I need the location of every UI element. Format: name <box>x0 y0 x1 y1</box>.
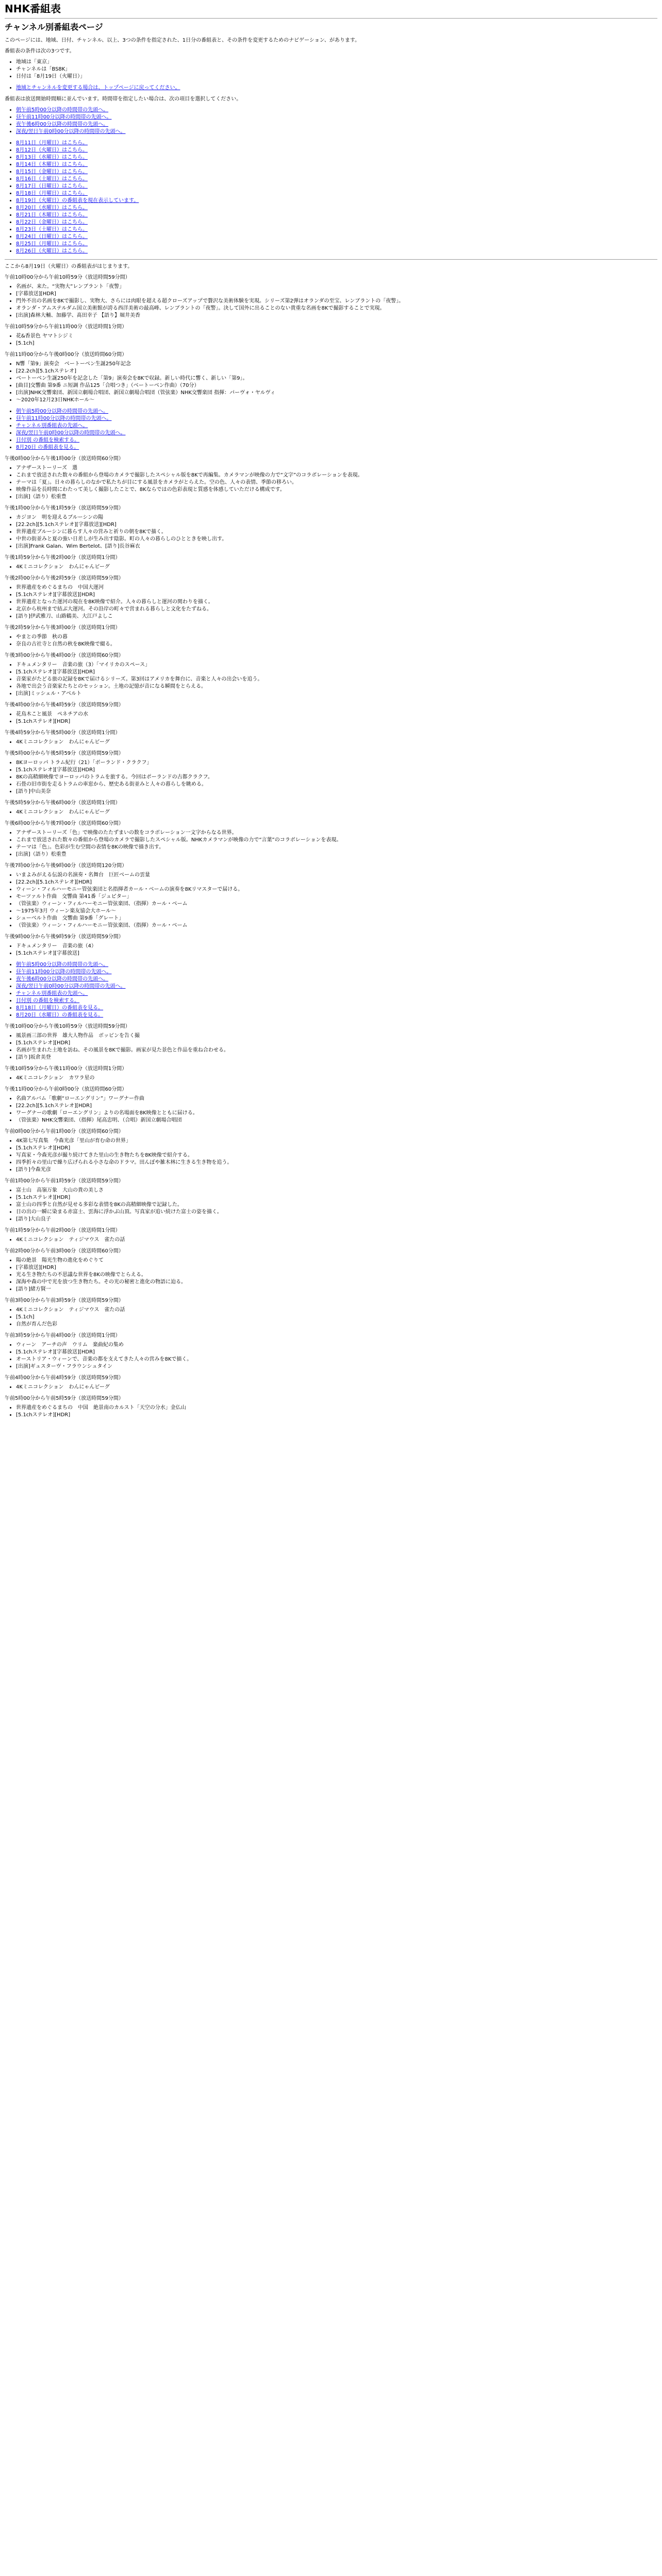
nav-morning-link[interactable]: 朝午前5時00分以降の時間帯の先頭へ。 <box>16 107 109 113</box>
program-detail: • [5.1ch] <box>16 1314 657 1321</box>
time-nav-list <box>5 107 657 135</box>
program-detail: • 自然が育んだ色彩 <box>16 1321 657 1328</box>
program-detail-list <box>5 1384 657 1391</box>
program-block <box>5 1248 657 1293</box>
program-time: 午前1時59分から午前2時00分（放送時間1分間） <box>5 1227 121 1233</box>
program-block <box>5 652 657 698</box>
program-detail: • 中世の街並みと夏の強い日差しが生み出す陰影。町の人々の暮らしのひとときを映し出す。 <box>16 536 657 543</box>
program-detail: • オランダ・アムステルダム国立美術館が誇る西洋美術の最高峰、レンブラントの「夜警」。決して国外に出ることのない貴重な名画を8Kで撮影することで実現。 <box>16 305 657 312</box>
program-detail: • [5.1chステレオ][HDR] <box>16 1040 657 1047</box>
program-block <box>5 554 657 571</box>
program-detail-list <box>5 1257 657 1293</box>
program-detail: • 北京から杭州まで結ぶ大運河。その沿岸の町々で営まれる暮らしと文化をたずねる。 <box>16 606 657 613</box>
date-link[interactable]: 8月22日（金曜日）はこちら。 <box>16 219 88 225</box>
program-time: 午後4時00分から午後4時59分（放送時間59分間） <box>5 702 124 708</box>
date-item <box>16 147 657 154</box>
program-detail: • [出演]（語り）松重豊 <box>16 494 657 501</box>
nav-item <box>16 990 657 997</box>
program-title: • 4Kミニコレクション ティジマウス 雀たの話 <box>16 1236 657 1244</box>
nav-link[interactable]: 8月18日（月曜日）の番組表を見る。 <box>16 1005 104 1011</box>
program-detail: • 石畳の旧市街を走るトラムの車窓から、歴史ある街並みと人々の暮らしを眺める。 <box>16 781 657 788</box>
program-block <box>5 351 657 404</box>
program-time: 午前10時59分から午前11時00分（放送時間1分間） <box>5 324 127 330</box>
nav-item <box>16 969 657 976</box>
listing-divider <box>5 259 657 260</box>
date-link-current[interactable]: 8月19日（火曜日）の番組表を現在表示しています。 <box>16 197 139 204</box>
program-detail-list <box>5 759 657 795</box>
date-item <box>16 140 657 147</box>
program-block <box>5 800 657 816</box>
program-title: • 4K第七写真集 今森光彦「里山が育む命の世界」 <box>16 1138 657 1145</box>
program-detail-list <box>5 1095 657 1124</box>
nav-item <box>16 1012 657 1019</box>
program-block <box>5 624 657 648</box>
program-detail: • 8Kの高精細映像でヨーロッパのトラムを旅する。今回はポーランドの古都クラクフ。 <box>16 774 657 781</box>
program-section-b <box>5 455 657 957</box>
program-detail: • [22.2ch][5.1chステレオ][HDR] <box>16 879 657 886</box>
program-detail-list <box>5 1404 657 1419</box>
program-title: • アナザーストーリーズ「色」で映像のたたずまいの数をコラボレーション一文字からなる世界。 <box>16 829 657 837</box>
nav-item <box>16 408 657 415</box>
program-block <box>5 862 657 929</box>
nav-item <box>16 114 657 121</box>
change-region-channel-link[interactable]: 地域とチャンネルを変更する場合は、トップページに戻ってください。 <box>16 84 180 91</box>
program-detail: • [語り]大山良子 <box>16 1216 657 1223</box>
program-detail: • シューベルト作曲 交響曲 第9番「グレート」 <box>16 915 657 922</box>
program-time: 午前3時59分から午前4時00分（放送時間1分間） <box>5 1332 121 1338</box>
program-detail: • [5.1chステレオ][HDR] <box>16 718 657 725</box>
program-detail: • ～2020年12月23日NHKホール～ <box>16 397 657 404</box>
program-detail-list <box>5 634 657 648</box>
program-detail: • 奈良の古社寺と自然の秋を8K映像で綴る。 <box>16 641 657 648</box>
program-time: 午前2時00分から午前3時00分（放送時間60分間） <box>5 1248 124 1254</box>
program-time: 午前0時00分から午前1時00分（放送時間60分間） <box>5 1128 124 1134</box>
program-detail: • これまで放送された数々の番組から登場のカメラで撮影したスペシャル版を8Kで再編集。カメラマンが映像の力で“文字”のコラボレーションを表現。 <box>16 472 657 479</box>
nav-item <box>16 437 657 444</box>
program-detail: • [5.1chステレオ][字幕放送][HDR] <box>16 1349 657 1356</box>
program-detail-list <box>5 662 657 698</box>
program-detail-list <box>5 943 657 957</box>
nav-evening-link[interactable]: 夜午後6時00分以降の時間帯の先頭へ。 <box>16 121 109 127</box>
page-title: NHK番組表 <box>5 3 61 15</box>
nav-item <box>16 128 657 135</box>
program-time: 午前10時00分から午前10時59分（放送時間59分間） <box>5 274 130 280</box>
program-detail: • [字幕放送][HDR] <box>16 291 657 298</box>
program-detail: • ベートーベン生誕250年を記念した「第9」演奏会を8Kで収録。新しい時代に響く、新しい「第9」。 <box>16 375 657 382</box>
program-time: 午後6時00分から午後7時00分（放送時間60分間） <box>5 820 124 826</box>
date-item <box>16 190 657 197</box>
program-detail-list <box>5 1187 657 1223</box>
program-time: 午後5時00分から午後5時59分（放送時間59分間） <box>5 750 124 756</box>
program-detail: • [語り]坂倉美登 <box>16 1054 657 1061</box>
program-time: 午前5時00分から午前5時59分（放送時間59分間） <box>5 1395 124 1401</box>
program-detail-list <box>5 1307 657 1328</box>
program-detail: • モーツァルト作曲 交響曲 第41番「ジュピター」 <box>16 893 657 901</box>
program-title: • 8Kヨーロッパ トラム紀行（21）「ボーランド・クラクフ」 <box>16 759 657 767</box>
condition-region: • 地域は「東京」 <box>16 59 657 66</box>
program-block <box>5 1178 657 1223</box>
date-link[interactable]: 8月13日（水曜日）はこちら。 <box>16 154 88 160</box>
date-link[interactable]: 8月11日（月曜日）はこちら。 <box>16 140 88 146</box>
date-item <box>16 205 657 212</box>
nav-item <box>16 415 657 422</box>
nav-item <box>16 422 657 430</box>
program-time: 午後2時00分から午後2時59分（放送時間59分間） <box>5 575 124 581</box>
program-section-a <box>5 274 657 404</box>
program-time: 午後10時00分から午後10時59分（放送時間59分間） <box>5 1023 130 1029</box>
program-block <box>5 702 657 725</box>
program-time: 午後9時00分から午後9時59分（放送時間59分間） <box>5 934 124 940</box>
program-detail-list <box>5 872 657 929</box>
change-link-list <box>5 84 657 92</box>
date-link[interactable]: 8月18日（月曜日）はこちら。 <box>16 190 88 196</box>
program-detail: • 世界遺産ブルーシンに暮らす人々の営みと祈りの朝を8Kで描く。 <box>16 529 657 536</box>
nav-item <box>16 444 657 451</box>
program-detail: • 各地で出会う音楽家たちとのセッション。土地の記憶が音になる瞬間をとらえる。 <box>16 683 657 690</box>
program-block <box>5 324 657 347</box>
program-detail: • 門外不出の名画を8Kで撮影し、実物大、さらには肉眼を超える超クローズアップで贅沢な美術体験を実現。シリーズ第2弾はオランダの至宝、レンブラントの「夜警」。 <box>16 298 657 305</box>
program-time: 午前3時00分から午前3時59分（放送時間59分間） <box>5 1297 124 1303</box>
date-link[interactable]: 8月15日（金曜日）はこちら。 <box>16 168 88 175</box>
date-link[interactable]: 8月17日（日曜日）はこちら。 <box>16 183 88 189</box>
program-title: • N響「第9」演奏会 ベートーベン生誕250年記念 <box>16 361 657 368</box>
date-item <box>16 161 657 168</box>
program-time: 午後3時00分から午後4時00分（放送時間60分間） <box>5 652 124 658</box>
listing-intro: ここから8月19日（火曜日）の番組表がはじまります。 <box>5 263 133 269</box>
program-title: • 名曲アルバム「歌劇“ローエングリン”」ワーグナー作曲 <box>16 1095 657 1103</box>
nav-link[interactable]: 朝午前5時00分以降の時間帯の先頭へ。 <box>16 961 109 968</box>
condition-date: • 日付は「8月19日（火曜日）」 <box>16 73 657 80</box>
nav-latenight-link[interactable]: 深夜/翌日午前0時00分以降の時間帯の先頭へ。 <box>16 128 126 134</box>
date-list <box>5 140 657 255</box>
program-detail: • [5.1chステレオ][HDR] <box>16 1194 657 1201</box>
program-title: • 4Kミニコレクション カワラ星の <box>16 1075 657 1082</box>
page-subtitle: チャンネル別番組表ページ <box>5 22 103 32</box>
program-time: 午後5時59分から午後6時00分（放送時間1分間） <box>5 800 121 806</box>
date-link[interactable]: 8月25日（月曜日）はこちら。 <box>16 241 88 247</box>
date-item <box>16 241 657 248</box>
program-detail-list <box>5 1032 657 1061</box>
program-title: • 4Kミニコレクション わんにゃんビーグ <box>16 1384 657 1391</box>
nav-item <box>16 430 657 437</box>
program-detail: • 日の出の一瞬に染まる赤富士、雲海に浮かぶ山頂。写真家が追い続けた富士の姿を描く。 <box>16 1209 657 1216</box>
change-link-item <box>16 84 657 92</box>
nav-link[interactable]: チャンネル別番組表の先頭へ。 <box>16 422 88 429</box>
title-divider <box>5 18 657 19</box>
program-time: 午後7時00分から午後9時00分（放送時間120分間） <box>5 862 127 869</box>
program-detail: • 世界遺産となった運河の現在を8K映像で紹介。人々の暮らしと運河の関わりを描く。 <box>16 599 657 606</box>
date-item <box>16 226 657 233</box>
nav-link[interactable]: 夜午後6時00分以降の時間帯の先頭へ。 <box>16 976 109 982</box>
program-detail: • 映像作品を長時間にわたって美しく撮影したことで、8Kならではの色彩表現と質感を体感していただける構成です。 <box>16 486 657 494</box>
program-detail: • （管弦楽）ウィーン・フィルハーモニー管弦楽団、（指揮）カール・ベーム <box>16 901 657 908</box>
program-detail-list <box>5 283 657 319</box>
program-detail: • （管弦楽）ウィーン・フィルハーモニー管弦楽団、（指揮）カール・ベーム <box>16 922 657 929</box>
program-detail: • [5.1chステレオ][HDR] <box>16 1412 657 1419</box>
program-block <box>5 575 657 620</box>
program-detail-list <box>5 829 657 858</box>
program-block <box>5 750 657 795</box>
program-detail-list <box>5 1075 657 1082</box>
program-detail: • 四季折々の里山で繰り広げられる小さな命のドラマ。田んぼや雑木林に生きる生き物を追う。 <box>16 1159 657 1166</box>
program-detail: • [22.2ch][5.1chステレオ] <box>16 368 657 375</box>
program-block <box>5 1395 657 1419</box>
program-title: • アナザーストーリーズ 選 <box>16 465 657 472</box>
program-detail: • [語り]中山美奈 <box>16 788 657 795</box>
program-title: • 陽の絶景 陽光生物の進化をめぐりて <box>16 1257 657 1264</box>
program-detail-list <box>5 1138 657 1174</box>
program-detail-list <box>5 1236 657 1244</box>
program-detail: • [5.1chステレオ][字幕放送][HDR] <box>16 591 657 599</box>
page-intro: このページには、地域、日付、チャンネル、以上、3つの条件を指定された、1日分の番組表と、その条件を変更するためのナビゲーション、があります。 <box>5 37 360 43</box>
program-title: • ウィーン アーチの声 ウリム 楽曲紀の集め <box>16 1342 657 1349</box>
date-link[interactable]: 8月21日（木曜日）はこちら。 <box>16 212 88 218</box>
date-link[interactable]: 8月23日（土曜日）はこちら。 <box>16 226 88 232</box>
nav-noon-link[interactable]: 昼午前11時00分以降の時間帯の先頭へ。 <box>16 114 112 120</box>
date-link[interactable]: 8月24日（日曜日）はこちら。 <box>16 233 88 240</box>
program-detail-list <box>5 514 657 550</box>
program-time: 午後2時59分から午後3時00分（放送時間1分間） <box>5 624 121 631</box>
nav-link[interactable]: 深夜/翌日午前0時00分以降の時間帯の先頭へ。 <box>16 983 126 989</box>
program-detail: • [5.1chステレオ][字幕放送][HDR] <box>16 669 657 676</box>
nav-item <box>16 961 657 969</box>
program-detail: • [出演]ギュスターヴ・フラウンシュタイン <box>16 1363 657 1370</box>
program-detail: • [5.1chステレオ][字幕放送] <box>16 950 657 957</box>
program-title: • 4Kミニコレクション わんにゃんビーグ <box>16 564 657 571</box>
program-detail: • （管弦楽）NHK交響楽団、（指揮）尾高忠明、（合唱）新国立劇場合唱団 <box>16 1117 657 1124</box>
program-detail: • [出演]NHK交響楽団、新国立劇場合唱団、新国立劇場合唱団（管弦楽）NHK交響楽団 指揮：パーヴォ・ヤルヴィ <box>16 389 657 397</box>
program-title: • 世界遺産をめぐるまちの 中国 絶景南のカルスト「天空の分水」金仏山 <box>16 1404 657 1412</box>
program-time: 午前4時00分から午前4時59分（放送時間59分間） <box>5 1375 124 1381</box>
program-title: • 花&香景色 ヤマトシジミ <box>16 333 657 340</box>
program-detail-list <box>5 711 657 725</box>
program-block <box>5 934 657 957</box>
program-detail: • ～1975年3月 ウィーン楽友協会大ホール～ <box>16 908 657 915</box>
program-detail: • [語り]今森光彦 <box>16 1166 657 1174</box>
program-title: • 風景画三部の世界 雄大人物作品 ボッビンを告く撮 <box>16 1032 657 1040</box>
date-item <box>16 212 657 219</box>
nav-link[interactable]: 8月20日 の番組表を見る。 <box>16 444 79 450</box>
date-item <box>16 248 657 255</box>
nav-item <box>16 997 657 1005</box>
date-item <box>16 168 657 176</box>
nav-link[interactable]: 日付別 の番組を検索する。 <box>16 437 80 443</box>
program-detail-list <box>5 361 657 404</box>
program-block <box>5 1086 657 1124</box>
program-detail: • ウィーン・フィルハーモニー管弦楽団と名指揮者カール・ベームの演奏を8Kリマスターで届ける。 <box>16 886 657 893</box>
program-title: • 富士山 高嶺万象 大山の貴の美しさ <box>16 1187 657 1194</box>
program-detail: • [語り]伊武雅刀、山路鶴美、大江戸よしこ <box>16 613 657 620</box>
date-item <box>16 154 657 161</box>
program-time: 午後1時59分から午後2時00分（放送時間1分間） <box>5 554 121 561</box>
nav-link[interactable]: 昼午前11時00分以降の時間帯の先頭へ。 <box>16 969 112 975</box>
date-link[interactable]: 8月20日（水曜日）はこちら。 <box>16 205 88 211</box>
program-detail: • [22.2ch][5.1chステレオ][HDR] <box>16 1103 657 1110</box>
program-detail-list <box>5 1342 657 1370</box>
program-time: 午後4時59分から午後5時00分（放送時間1分間） <box>5 730 121 736</box>
program-detail: • [5.1ch] <box>16 340 657 347</box>
nav-link[interactable]: 深夜/翌日午前0時00分以降の時間帯の先頭へ。 <box>16 430 126 436</box>
program-block <box>5 1375 657 1391</box>
program-title: • カジヨン 明を迎えるブルーシンの陽 <box>16 514 657 521</box>
program-title: • 4Kミニコレクション ティジマウス 雀たの話 <box>16 1307 657 1314</box>
program-title: • やまとの季節 秋の暮 <box>16 634 657 641</box>
program-detail: • [出演]森林大輔、加藤学、髙田幸子 【語り】堀井美香 <box>16 312 657 319</box>
program-block <box>5 1332 657 1370</box>
program-title: • いまよみがえる伝説の名演奏・名舞台 巨匠ベームの雲量 <box>16 872 657 879</box>
program-detail-list <box>5 809 657 816</box>
program-detail-list <box>5 564 657 571</box>
program-detail: • [出演]（語り）松重豊 <box>16 851 657 858</box>
program-title: • 花鳥木こと風景 ペネチアの水 <box>16 711 657 718</box>
program-detail: • 音楽家がたどる旅の記録を8Kで届けるシリーズ。第3回はアメリカを舞台に、音楽と人々の出会いを追う。 <box>16 676 657 683</box>
program-detail: • 光る生き物たちの不思議な世界を8Kの映像でとらえる。 <box>16 1272 657 1279</box>
program-block <box>5 1065 657 1082</box>
date-link[interactable]: 8月26日（火曜日）はこちら。 <box>16 248 88 254</box>
program-time: 午後1時00分から午後1時59分（放送時間59分間） <box>5 505 124 511</box>
program-detail: • ワーグナーの歌劇「ローエングリン」よりの名場面を8K映像とともに届ける。 <box>16 1110 657 1117</box>
nav-item <box>16 121 657 128</box>
program-time: 午後11時00分から午前0時00分（放送時間60分間） <box>5 1086 127 1092</box>
nav-link[interactable]: 昼午前11時00分以降の時間帯の先頭へ。 <box>16 415 112 421</box>
nav-link[interactable]: 8月20日（水曜日）の番組表を見る。 <box>16 1012 104 1018</box>
nav-list-2 <box>5 408 657 451</box>
date-link[interactable]: 8月14日（木曜日）はこちら。 <box>16 161 88 167</box>
date-item <box>16 219 657 226</box>
program-block <box>5 820 657 858</box>
program-detail: • 写真家・今森光彦が撮り続けてきた里山の生き物たちを8K映像で紹介する。 <box>16 1152 657 1159</box>
program-detail: • [出演]ミッシェル・アベルト <box>16 690 657 698</box>
program-detail: • [字幕放送][HDR] <box>16 1264 657 1272</box>
program-title: • 4Kミニコレクション わんにゃんビーグ <box>16 809 657 816</box>
nav-link[interactable]: 日付別 の番組を検索する。 <box>16 997 80 1004</box>
program-title: • 世界遺産をめぐるまちの 中国大運河 <box>16 584 657 591</box>
nav-item <box>16 107 657 114</box>
date-item <box>16 233 657 241</box>
program-time: 午後0時00分から午後1時00分（放送時間60分間） <box>5 455 124 462</box>
program-block <box>5 1128 657 1174</box>
program-block <box>5 505 657 550</box>
nav-item <box>16 1005 657 1012</box>
program-detail: • 富士山の四季と自然が見せる多彩な表情を8Kの高精細映像で記録した。 <box>16 1201 657 1209</box>
program-title: • 名画が、来た。“実物大”レンブラント「夜警」 <box>16 283 657 291</box>
program-detail: • [出演]Frank Galan、Wim Bertelot、[語り]長谷麻衣 <box>16 543 657 550</box>
date-link[interactable]: 8月16日（土曜日）はこちら。 <box>16 176 88 182</box>
program-detail: • オーストリア・ウィーンで、音楽の都を支えてきた人々の営みを8Kで描く。 <box>16 1356 657 1363</box>
conditions-note: 番組表の条件は次の3つです。 <box>5 48 75 54</box>
program-detail-list <box>5 739 657 746</box>
program-detail: • [曲目]交響曲 第9番 ニ短調 作品125「合唱つき」（ベートーベン作曲）（70分） <box>16 382 657 389</box>
program-detail: • テーマは「色」。色彩が生む空間の表情を8Kの映像で描き出す。 <box>16 844 657 851</box>
nav-link[interactable]: チャンネル別番組表の先頭へ。 <box>16 990 88 996</box>
program-detail: • [22.2ch][5.1chステレオ][字幕放送][HDR] <box>16 521 657 529</box>
program-block <box>5 455 657 501</box>
date-item <box>16 183 657 190</box>
condition-channel: • チャンネルは「BS8K」 <box>16 66 657 73</box>
program-detail: • [5.1chステレオ][HDR] <box>16 1145 657 1152</box>
program-detail-list <box>5 584 657 620</box>
program-block <box>5 274 657 319</box>
program-section-c <box>5 1023 657 1419</box>
program-title: • 4Kミニコレクション わんにゃんビーグ <box>16 739 657 746</box>
nav-item <box>16 976 657 983</box>
program-title: • ドキュメンタリー 音楽の旅（4） <box>16 943 657 950</box>
conditions-list <box>5 59 657 80</box>
program-time: 午前1時00分から午前1時59分（放送時間59分間） <box>5 1178 124 1184</box>
program-time: 午前11時00分から午後0時00分（放送時間60分間） <box>5 351 127 358</box>
nav-list-3 <box>5 961 657 1019</box>
nav-item <box>16 983 657 990</box>
program-time: 午後10時59分から午後11時00分（放送時間1分間） <box>5 1065 127 1072</box>
program-detail: • 深海や森の中で光を放つ生き物たち。その光の秘密と進化の物語に迫る。 <box>16 1279 657 1286</box>
date-item <box>16 176 657 183</box>
date-link[interactable]: 8月12日（火曜日）はこちら。 <box>16 147 88 153</box>
program-block <box>5 1023 657 1061</box>
program-block <box>5 730 657 746</box>
program-detail: • これまで放送された数々の番組から登場のカメラで撮影したスペシャル版。NHKカメラマンが映像の力で“言葉”のコラボレーションを表現。 <box>16 837 657 844</box>
program-title: • ドキュメンタリー 音楽の旅（3）「マイリカのスペース」 <box>16 662 657 669</box>
program-detail: • テーマは「夏」。日々の暮らしのなかで私たちが目にする風景をカメラがとらえた。空の色、人々の表情、季節の移ろい。 <box>16 479 657 486</box>
program-detail: • 名画が生まれた土地を訪ね、その風景を8Kで撮影。画家が見た景色と作品を重ね合わせる。 <box>16 1047 657 1054</box>
program-detail: • [5.1chステレオ][字幕放送][HDR] <box>16 767 657 774</box>
program-detail: • [語り]緒方賢一 <box>16 1286 657 1293</box>
date-item-current <box>16 197 657 205</box>
program-detail-list <box>5 333 657 347</box>
program-block <box>5 1297 657 1328</box>
nav-link[interactable]: 朝午前5時00分以降の時間帯の先頭へ。 <box>16 408 109 414</box>
program-detail-list <box>5 465 657 501</box>
date-nav-note: 番組表は放送開始時間順に並んでいます。時間帯を指定したい場合は、次の項目を選択してください。 <box>5 96 242 102</box>
program-block <box>5 1227 657 1244</box>
